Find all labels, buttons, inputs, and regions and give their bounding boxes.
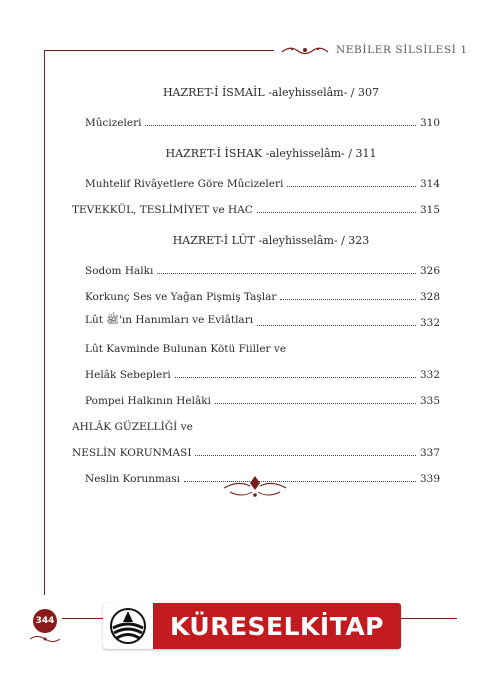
toc-entry-page: 332	[419, 369, 440, 381]
toc-entry[interactable]	[72, 311, 440, 329]
toc-entry-page: 328	[419, 291, 440, 303]
table-of-contents	[72, 86, 440, 493]
toc-leader-dots	[257, 324, 416, 326]
toc-section-heading: HAZRET-İ İSMAİL -aleyhisselâm- / 307	[162, 86, 380, 99]
toc-gap	[72, 224, 440, 234]
toc-entry-label: NESLİN KORUNMASI	[72, 447, 192, 459]
toc-leader-dots	[257, 211, 416, 213]
toc-entry-label: Lût ﷺ'ın Hanımları ve Evlâtları	[85, 314, 254, 326]
toc-leader-dots	[157, 272, 416, 274]
toc-leader-dots	[287, 185, 416, 187]
running-head: NEBİLER SİLSİLESİ 1	[336, 44, 468, 56]
toc-entry-label: Neslin Korunması	[85, 473, 180, 485]
toc-entry[interactable]	[72, 363, 440, 381]
toc-entry-page: 335	[419, 395, 440, 407]
page-frame-top	[44, 50, 274, 51]
publisher-logo-icon	[108, 606, 148, 646]
toc-entry[interactable]	[72, 337, 440, 355]
toc-leader-dots	[184, 480, 416, 482]
toc-entry-label: Korkunç Ses ve Yağan Pişmiş Taşlar	[85, 291, 277, 303]
header-ornament-icon	[280, 43, 330, 57]
toc-leader-dots	[215, 402, 416, 404]
page-number-badge: 344	[33, 609, 57, 633]
toc-section-heading: HAZRET-İ LÛT -aleyhisselâm- / 323	[172, 234, 370, 247]
toc-entry-page: 315	[419, 204, 440, 216]
toc-leader-dots	[175, 376, 416, 378]
toc-entry[interactable]	[72, 172, 440, 190]
toc-entry[interactable]	[72, 259, 440, 277]
toc-entry-label: Lût Kavminde Bulunan Kötü Fiiller ve	[85, 343, 287, 355]
toc-leader-dots	[145, 124, 416, 126]
toc-entry-label: Helâk Sebepleri	[85, 369, 171, 381]
toc-entry-page: 332	[419, 317, 440, 329]
toc-entry-label: Muhtelif Rivâyetlere Göre Mûcizeleri	[85, 178, 284, 190]
toc-section-heading: HAZRET-İ İSHAK -aleyhisselâm- / 311	[165, 147, 377, 160]
toc-entry-label: Pompei Halkının Helâki	[85, 395, 211, 407]
publisher-banner	[103, 603, 401, 649]
toc-entry[interactable]	[72, 285, 440, 303]
toc-entry[interactable]	[72, 441, 440, 459]
toc-entry-label: Sodom Halkı	[85, 265, 154, 277]
toc-entry-page: 339	[419, 473, 440, 485]
toc-entry[interactable]	[72, 389, 440, 407]
toc-gap	[72, 137, 440, 147]
toc-entry-label: TEVEKKÜL, TESLİMİYET ve HAC	[72, 204, 253, 216]
page-number-ornament-icon	[28, 634, 62, 644]
toc-entry-label: AHLÂK GÜZELLİĞİ ve	[72, 421, 193, 433]
toc-entry-page: 337	[419, 447, 440, 459]
toc-entry[interactable]	[72, 111, 440, 129]
toc-entry-page: 310	[419, 117, 440, 129]
toc-entry[interactable]	[72, 415, 440, 433]
publisher-name: KÜRESELKİTAP	[169, 611, 385, 641]
toc-leader-dots	[195, 454, 415, 456]
toc-entry-page: 326	[419, 265, 440, 277]
toc-entry-page: 314	[419, 178, 440, 190]
center-ornament-icon	[220, 472, 290, 502]
toc-entry[interactable]	[72, 198, 440, 216]
page-frame-left	[44, 50, 45, 595]
toc-leader-dots	[280, 298, 416, 300]
toc-entry-label: Mûcizeleri	[85, 117, 142, 129]
publisher-logo	[103, 603, 153, 649]
